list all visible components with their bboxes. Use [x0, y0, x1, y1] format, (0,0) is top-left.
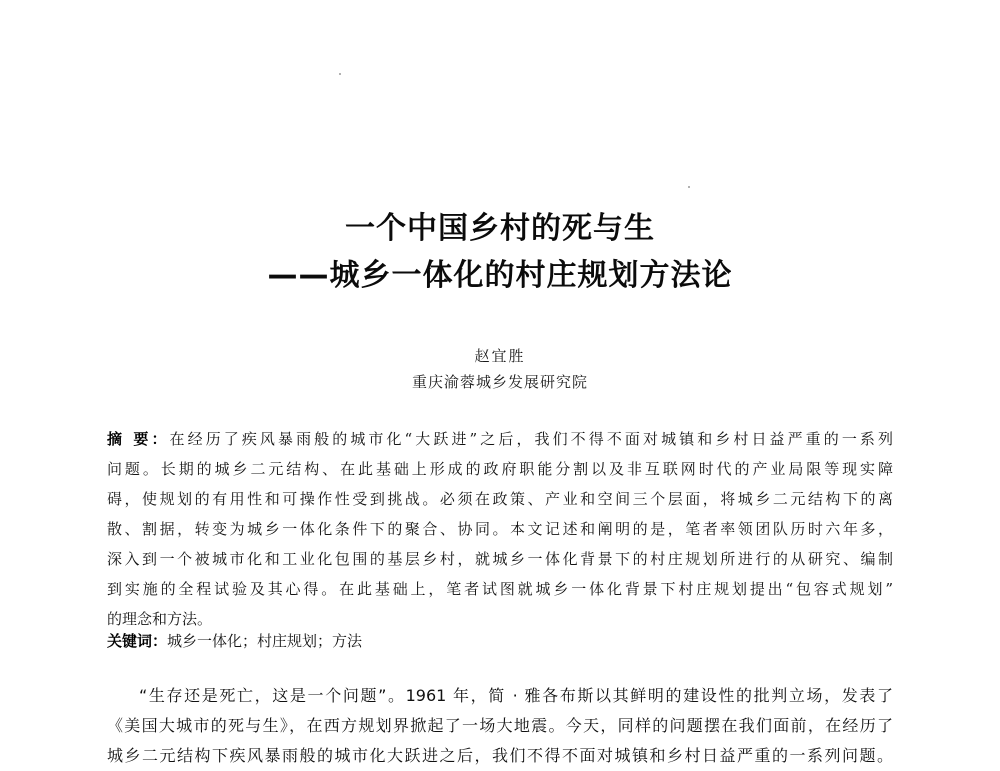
- article-subtitle: ——城乡一体化的村庄规划方法论: [267, 258, 733, 293]
- scan-speck: [339, 73, 341, 75]
- author-affiliation: 重庆渝蓉城乡发展研究院: [411, 373, 588, 391]
- keywords-text: 城乡一体化；村庄规划；方法: [167, 632, 363, 650]
- abstract-text: 在经历了疾风暴雨般的城市化“大跃进”之后，我们不得不面对城镇和乡村日益严重的一系列: [169, 430, 893, 448]
- body-line: “生存还是死亡，这是一个问题”。1961 年，简 · 雅各布斯以其鲜明的建设性的批判立场，发表了: [139, 686, 893, 705]
- scan-speck: [688, 186, 690, 188]
- abstract-line: 到实施的全程试验及其心得。在此基础上，笔者试图就城乡一体化背景下村庄规划提出“包容式规划”: [107, 580, 893, 598]
- body-line: 《美国大城市的死与生》，在西方规划界掀起了一场大地震。今天，同样的问题摆在我们面前，在经历了: [107, 716, 893, 735]
- abstract-label: 摘 要：: [107, 430, 170, 448]
- abstract-line: 深入到一个被城市化和工业化包围的基层乡村，就城乡一体化背景下的村庄规划所进行的从研究、编制: [107, 550, 893, 568]
- abstract-line: 问题。长期的城乡二元结构、在此基础上形成的政府职能分割以及非互联网时代的产业局限等现实障: [107, 460, 893, 478]
- keywords: [107, 628, 893, 654]
- article-title: 一个中国乡村的死与生: [345, 211, 655, 246]
- keywords-label: 关键词：: [107, 632, 168, 650]
- body-line: 城乡二元结构下疾风暴雨般的城市化大跃进之后，我们不得不面对城镇和乡村日益严重的一系列问题。: [107, 746, 893, 765]
- abstract-line: 的理念和方法。: [107, 610, 213, 628]
- abstract-line: 散、割据，转变为城乡一体化条件下的聚合、协同。本文记述和阐明的是，笔者率领团队历时六年多，: [107, 520, 893, 538]
- abstract-line: [107, 424, 893, 454]
- abstract: [107, 424, 893, 634]
- abstract-line: 碍，使规划的有用性和可操作性受到挑战。必须在政策、产业和空间三个层面，将城乡二元结构下的离: [107, 490, 893, 508]
- body-text: [107, 681, 893, 771]
- author-name: 赵宜胜: [474, 347, 526, 365]
